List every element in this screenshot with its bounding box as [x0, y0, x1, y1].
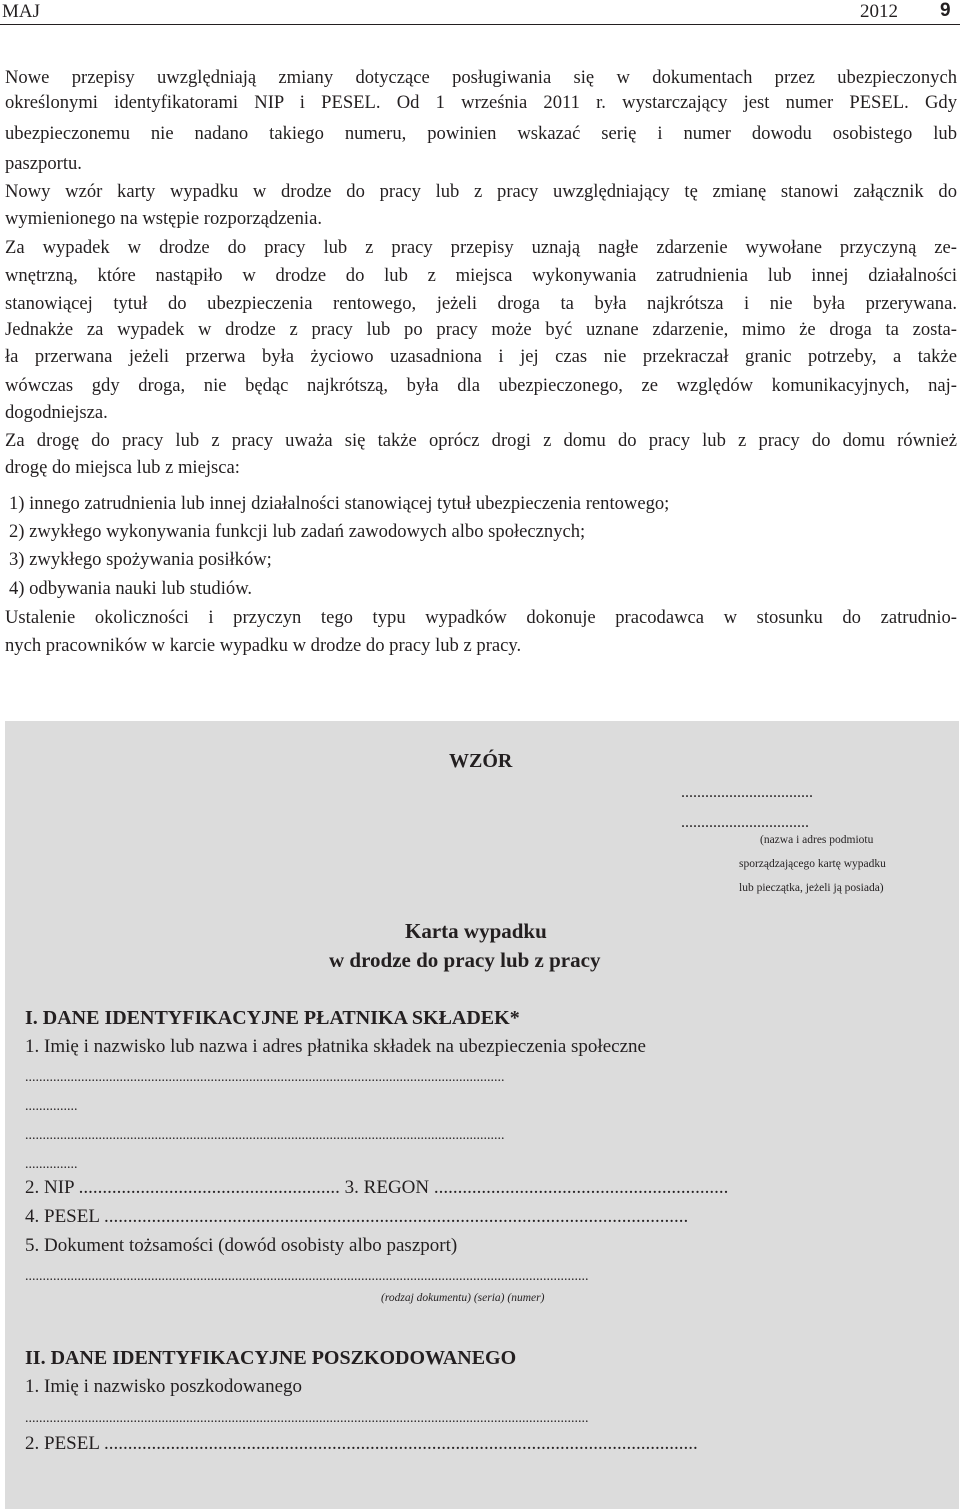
s2-pesel: 2. PESEL ............................................................................................................................. — [25, 1433, 698, 1454]
article-line: wówczas gdy droga, nie będąc najkrótszą, była dla ubezpieczonego, ze względów komunikacyjnych, naj- — [5, 375, 957, 396]
list-item: 3) zwykłego spożywania posiłków; — [9, 549, 272, 570]
article-line: Za drogę do pracy lub z pracy uważa się także oprócz drogi z domu do pracy lub z pracy do domu również — [5, 430, 957, 451]
page-number: 9 — [940, 0, 951, 21]
article-line: nych pracowników w karcie wypadku w drodze do pracy lub z pracy. — [5, 635, 522, 656]
article-line: wymienionego na wstępie rozporządzenia. — [5, 208, 323, 229]
s2-item-1: 1. Imię i nazwisko poszkodowanego — [25, 1376, 303, 1397]
issuer-note: (nazwa i adres podmiotu — [760, 834, 874, 846]
article-line: ła przerwana jeżeli przerwa była życiowo uzasadniona i jej czas nie przekraczał granic potrzeby, a także — [5, 346, 957, 367]
header-section: MAJ — [2, 1, 41, 22]
article-line: paszportu. — [5, 153, 82, 174]
issuer-dots: ................................ — [681, 814, 809, 831]
s1-pesel: 4. PESEL ........................................................................................................................... — [25, 1206, 689, 1227]
s1-nip-regon: 2. NIP ....................................................... 3. REGON .............................................................. — [25, 1177, 729, 1198]
list-item: 1) innego zatrudnienia lub innej działalności stanowiącej tytuł ubezpieczenia rentowego; — [9, 493, 670, 514]
fill-line: ............... — [25, 1099, 78, 1114]
article-line: Nowy wzór karty wypadku w drodze do pracy lub z pracy uwzględniający tę zmianę stanowi załącznik do — [5, 181, 957, 202]
form-wzor-label: WZÓR — [449, 750, 513, 772]
list-item: 2) zwykłego wykonywania funkcji lub zadań zawodowych albo społecznych; — [9, 521, 586, 542]
article-line: Jednakże za wypadek w drodze z pracy lub po pracy może być uznane zdarzenie, mimo że droga ta zosta- — [5, 319, 957, 340]
issuer-dots: ................................. — [681, 784, 813, 801]
document-caption: (rodzaj dokumentu) (seria) (numer) — [381, 1292, 545, 1304]
issuer-note: lub pieczątka, jeżeli ją posiada) — [739, 882, 884, 894]
header-year: 2012 — [860, 1, 898, 22]
fill-line: ......................................................................................................................................... — [25, 1128, 505, 1143]
form-title: Karta wypadku — [405, 919, 547, 943]
s1-document: 5. Dokument tożsamości (dowód osobisty albo paszport) — [25, 1235, 458, 1256]
article-line: Nowe przepisy uwzględniają zmiany dotyczące posługiwania się w dokumentach przez ubezpieczonych — [5, 67, 957, 88]
list-item: 4) odbywania nauki lub studiów. — [9, 578, 253, 599]
issuer-note: sporządzającego kartę wypadku — [739, 858, 886, 870]
fill-line: ................................................................................................................................................................. — [25, 1411, 589, 1426]
article-line: stanowiącej tytuł do ubezpieczenia rentowego, jeżeli droga ta była najkrótsza i nie była przerywana. — [5, 293, 957, 314]
form-template-box — [5, 721, 959, 1509]
section-2-heading: II. DANE IDENTYFIKACYJNE POSZKODOWANEGO — [25, 1347, 517, 1369]
fill-line: ......................................................................................................................................... — [25, 1070, 505, 1085]
article-line: ubezpieczonemu nie nadano takiego numeru, powinien wskazać serię i numer dowodu osobistego lub — [5, 123, 957, 144]
article-line: określonymi identyfikatorami NIP i PESEL. Od 1 września 2011 r. wystarczający jest numer PESEL. Gdy — [5, 92, 957, 113]
article-line: Za wypadek w drodze do pracy lub z pracy przepisy uznają nagłe zdarzenie wywołane przyczyną ze- — [5, 237, 957, 258]
fill-line: ............... — [25, 1157, 78, 1172]
form-subtitle: w drodze do pracy lub z pracy — [329, 948, 601, 972]
article-line: wnętrzną, które nastąpiło w drodze do lub z miejsca wykonywania zatrudnienia lub innej działalności — [5, 265, 957, 286]
article-line: Ustalenie okoliczności i przyczyn tego typu wypadków dokonuje pracodawca w stosunku do zatrudnio- — [5, 607, 957, 628]
article-line: drogę do miejsca lub z miejsca: — [5, 457, 240, 478]
article-line: dogodniejsza. — [5, 402, 108, 423]
s1-item-1: 1. Imię i nazwisko lub nazwa i adres płatnika składek na ubezpieczenia społeczne — [25, 1036, 646, 1057]
page-header — [0, 0, 960, 25]
section-1-heading: I. DANE IDENTYFIKACYJNE PŁATNIKA SKŁADEK* — [25, 1007, 520, 1029]
fill-line: ................................................................................................................................................................. — [25, 1269, 589, 1284]
